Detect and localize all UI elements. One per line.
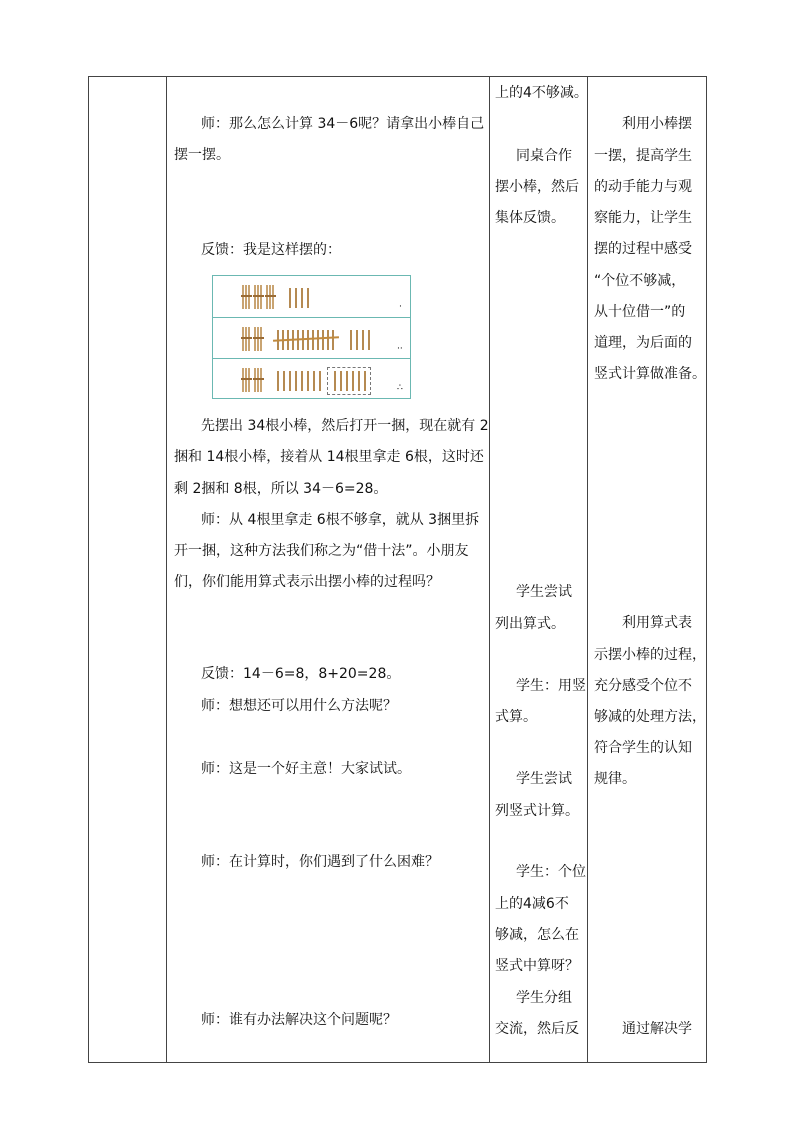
stick-bundle-icon (242, 327, 251, 351)
stick-bundle-icon (242, 285, 251, 309)
intent-text-line: “个位不够减， (594, 273, 686, 289)
intent-text-line: 察能力，让学生 (594, 210, 692, 226)
main-text-line: 师：想想还可以用什么方法呢？ (201, 698, 397, 714)
student-text-line: 上的4不够减。 (495, 85, 588, 101)
student-text-line: 学生尝试 (516, 584, 572, 600)
single-stick-icon (317, 330, 319, 350)
single-stick-icon (332, 330, 334, 350)
intent-text-line: 规律。 (594, 771, 636, 787)
intent-text-line: 的动手能力与观 (594, 179, 692, 195)
column-divider-2 (489, 76, 490, 1063)
intent-text-line: 竖式计算做准备。 (594, 366, 706, 382)
stick-bundle-icon (254, 368, 263, 392)
single-stick-icon (307, 288, 309, 308)
intent-text-line: 够减的处理方法， (594, 709, 706, 725)
intent-text-line: 符合学生的认知 (594, 740, 692, 756)
student-text-line: 摆小棒，然后 (495, 179, 579, 195)
stick-bundle-icon (266, 285, 275, 309)
single-stick-icon (340, 371, 342, 391)
main-text-line: 反馈：14－6=8，8+20=28。 (201, 666, 401, 682)
intent-text-line: 示摆小棒的过程， (594, 647, 706, 663)
single-stick-icon (322, 330, 324, 350)
main-text-line: 反馈：我是这样摆的： (201, 242, 341, 258)
student-text-line: 上的4减6不 (495, 896, 569, 912)
student-text-line: 够减，怎么在 (495, 927, 579, 943)
main-text-line: 师：从 4根里拿走 6根不够拿，就从 3捆里拆 (201, 512, 480, 528)
single-stick-icon (350, 330, 352, 350)
stick-bundle-icon (254, 327, 263, 351)
single-stick-icon (277, 371, 279, 391)
column-divider-1 (166, 76, 167, 1063)
single-stick-icon (307, 330, 309, 350)
single-stick-icon (364, 371, 366, 391)
single-stick-icon (362, 330, 364, 350)
column-divider-3 (587, 76, 588, 1063)
single-stick-icon (312, 330, 314, 350)
single-stick-icon (358, 371, 360, 391)
student-text-line: 学生分组 (516, 990, 572, 1006)
removed-sticks-box (327, 367, 371, 395)
figure-row-2 (213, 317, 410, 359)
single-stick-icon (289, 288, 291, 308)
single-stick-icon (295, 288, 297, 308)
main-text-line: 捆和 14根小棒，接着从 14根里拿走 6根，这时还 (174, 449, 484, 465)
main-text-line: 师：谁有办法解决这个问题呢？ (201, 1012, 397, 1028)
stick-bundle-icon (242, 368, 251, 392)
student-text-line: 列竖式计算。 (495, 803, 579, 819)
single-stick-icon (295, 371, 297, 391)
table-top-border (88, 76, 707, 77)
table-right-border (706, 76, 707, 1063)
figure-row-3 (213, 358, 410, 400)
student-text-line: 同桌合作 (516, 148, 572, 164)
single-stick-icon (289, 371, 291, 391)
intent-text-line: 从十位借一”的 (594, 304, 686, 320)
intent-text-line: 一摆，提高学生 (594, 148, 692, 164)
single-stick-icon (313, 371, 315, 391)
main-text-line: 摆一摆。 (174, 147, 230, 163)
main-text-line: 剩 2捆和 8根，所以 34－6=28。 (174, 481, 388, 497)
single-stick-icon (352, 371, 354, 391)
figure-mark-3: ∴ (397, 383, 403, 393)
single-stick-icon (334, 371, 336, 391)
stick-bundle-figure (212, 275, 411, 399)
student-text-line: 学生：用竖 (516, 678, 586, 694)
main-text-line: 师：这是一个好主意！大家试试。 (201, 761, 411, 777)
intent-text-line: 道理，为后面的 (594, 335, 692, 351)
single-stick-icon (307, 371, 309, 391)
figure-mark-2: ·· (397, 344, 403, 354)
student-text-line: 学生尝试 (516, 771, 572, 787)
main-text-line: 先摆出 34根小棒，然后打开一捆，现在就有 2 (201, 418, 489, 434)
single-stick-icon (346, 371, 348, 391)
student-text-line: 式算。 (495, 709, 537, 725)
table-bottom-border (88, 1062, 707, 1063)
student-text-line: 学生：个位 (516, 864, 586, 880)
single-stick-icon (327, 330, 329, 350)
single-stick-icon (368, 330, 370, 350)
main-text-line: 们，你们能用算式表示出摆小棒的过程吗？ (174, 574, 440, 590)
main-text-line: 师：在计算时，你们遇到了什么困难？ (201, 854, 439, 870)
single-stick-icon (301, 371, 303, 391)
student-text-line: 集体反馈。 (495, 210, 565, 226)
single-stick-icon (283, 371, 285, 391)
stick-bundle-icon (254, 285, 263, 309)
intent-text-line: 通过解决学 (622, 1021, 692, 1037)
single-stick-icon (356, 330, 358, 350)
intent-text-line: 利用算式表 (622, 615, 692, 631)
student-text-line: 列出算式。 (495, 616, 565, 632)
intent-text-line: 摆的过程中感受 (594, 241, 692, 257)
main-text-line: 开一捆，这种方法我们称之为“借十法”。小朋友 (174, 543, 469, 559)
intent-text-line: 充分感受个位不 (594, 678, 692, 694)
figure-row-1 (213, 276, 410, 317)
figure-mark-1: · (399, 302, 402, 312)
student-text-line: 竖式中算呀？ (495, 958, 579, 974)
table-left-border (88, 76, 89, 1063)
single-stick-icon (301, 288, 303, 308)
single-stick-icon (319, 371, 321, 391)
student-text-line: 交流，然后反 (495, 1021, 579, 1037)
intent-text-line: 利用小棒摆 (622, 116, 692, 132)
main-text-line: 师：那么怎么计算 34－6呢？请拿出小棒自己 (201, 116, 485, 132)
